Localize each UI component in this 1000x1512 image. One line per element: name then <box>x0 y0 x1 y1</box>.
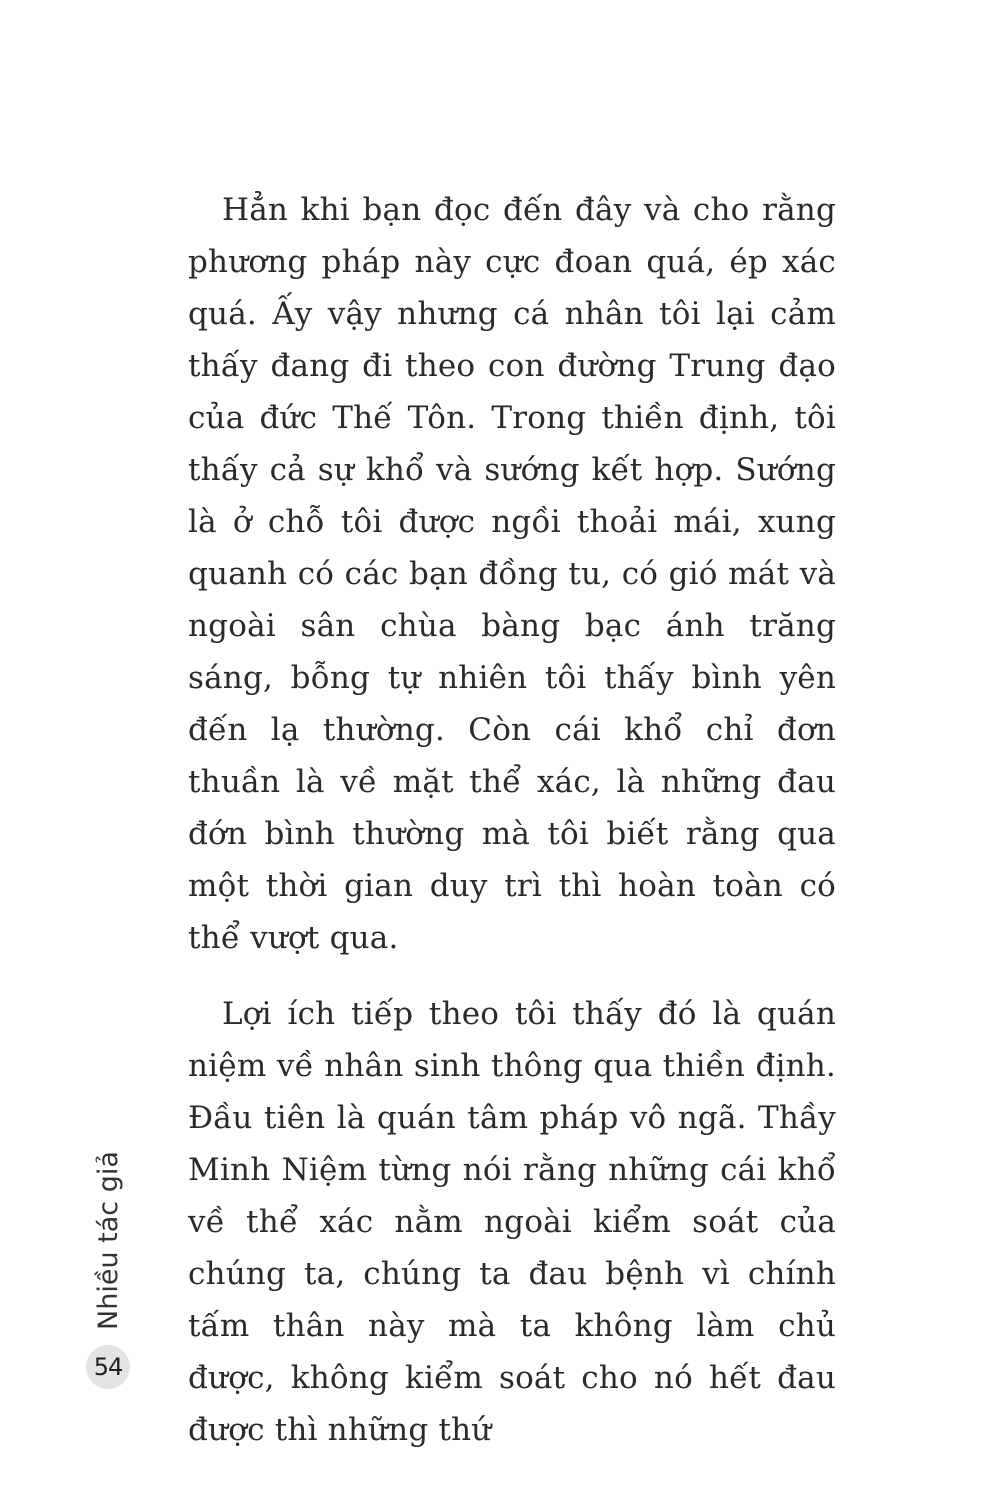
page-number: 54 <box>93 1353 123 1381</box>
author-label: Nhiều tác giả <box>92 1150 124 1330</box>
paragraph-1: Hẳn khi bạn đọc đến đây và cho rằng phương pháp này cực đoan quá, ép xác quá. Ấy vậy nhưng cá nhân tôi lại cảm thấy đang đi theo con đường Trung đạo của đức Thế Tôn. Trong thiền định, tôi thấy cả sự khổ và sướng kết hợp. Sướng là ở chỗ tôi được ngồi thoải mái, xung quanh có các bạn đồng tu, có gió mát và ngoài sân chùa bàng bạc ánh trăng sáng, bỗng tự nhiên tôi thấy bình yên đến lạ thường. Còn cái khổ chỉ đơn thuần là về mặt thể xác, là những đau đớn bình thường mà tôi biết rằng qua một thời gian duy trì thì hoàn toàn có thể vượt qua. <box>188 192 836 956</box>
page-number-badge <box>86 1345 130 1389</box>
paragraph-2: Lợi ích tiếp theo tôi thấy đó là quán niệm về nhân sinh thông qua thiền định. Đầu tiên là quán tâm pháp vô ngã. Thầy Minh Niệm từng nói rằng những cái khổ về thể xác nằm ngoài kiểm soát của chúng ta, chúng ta đau bệnh vì chính tấm thân này mà ta không làm chủ được, không kiểm soát cho nó hết đau được thì những thứ <box>188 996 836 1448</box>
running-author <box>88 1150 128 1330</box>
main-text <box>188 184 836 1456</box>
